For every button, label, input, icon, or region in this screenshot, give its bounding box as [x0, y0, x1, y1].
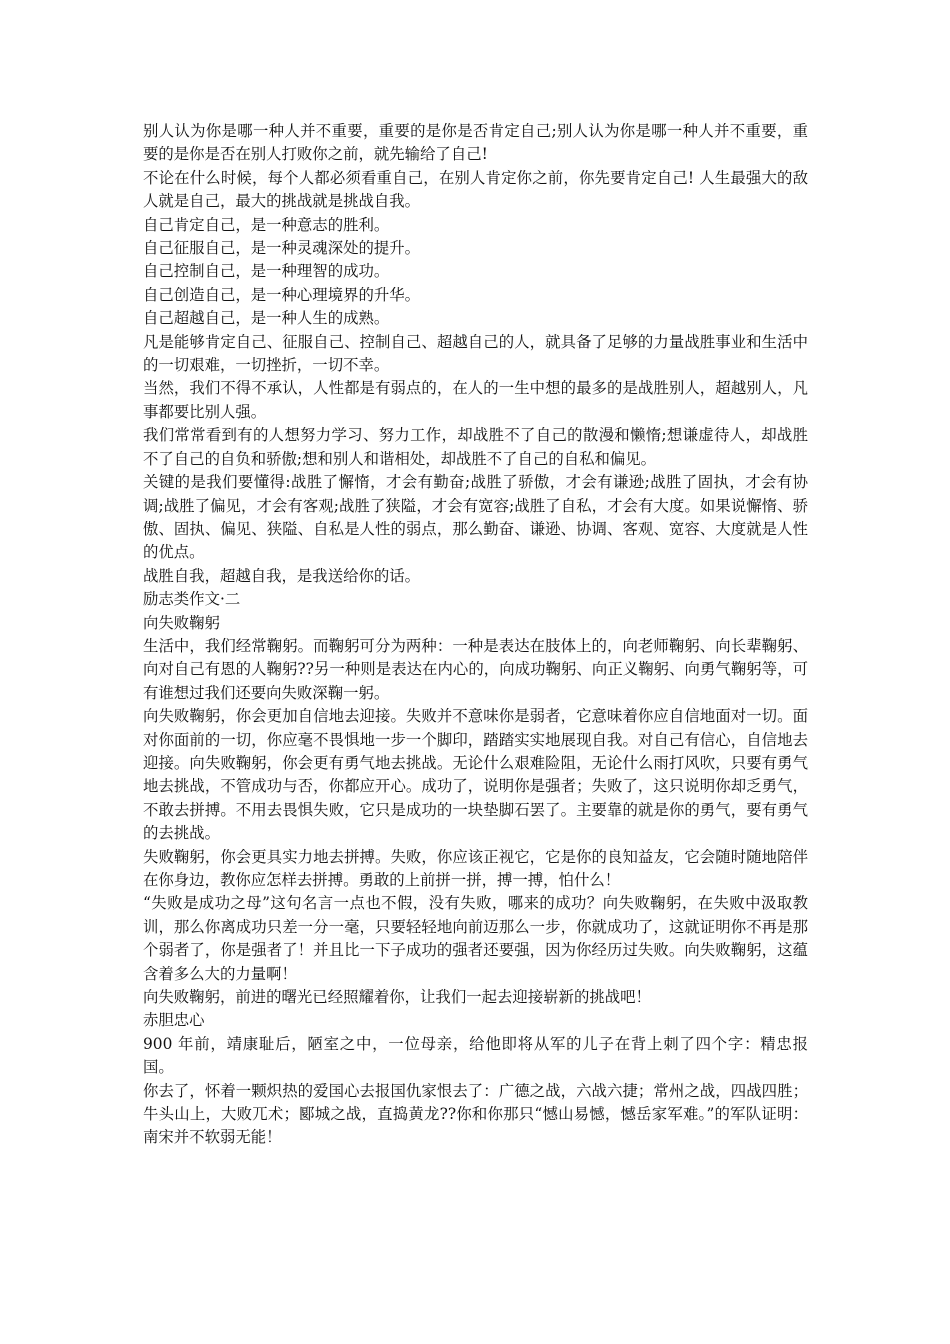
paragraph: 战胜自我，超越自我，是我送给你的话。 — [143, 566, 421, 585]
paragraph: 当然，我们不得不承认，人性都是有弱点的，在人的一生中想的最多的是战胜别人，超越别人，凡事都要比别人强。 — [143, 379, 808, 421]
paragraph: 900 年前，靖康耻后，陋室之中，一位母亲，给他即将从军的儿子在背上刺了四个字：精忠报国。 — [143, 1034, 808, 1077]
paragraph: 自己征服自己，是一种灵魂深处的提升。 — [143, 239, 421, 258]
paragraph: 你去了，怀着一颗炽热的爱国心去报国仇家恨去了：广德之战，六战六捷；常州之战，四战四胜；牛头山上，大败兀术；郾城之战，直捣黄龙??你和你那只“憾山易憾，憾岳家军难。”的军队证明：南宋并不软弱无能！ — [143, 1081, 808, 1147]
paragraph: 生活中，我们经常鞠躬。而鞠躬可分为两种：一种是表达在肢体上的，向老师鞠躬、向长辈鞠躬、向对自己有恩的人鞠躬??另一种则是表达在内心的，向成功鞠躬、向正义鞠躬、向勇气鞠躬等，可有谁想过我们还要向失败深鞠一躬。 — [143, 636, 808, 702]
paragraph: 失败鞠躬，你会更具实力地去拼搏。失败，你应该正视它，它是你的良知益友，它会随时随地陪伴在你身边，教你应怎样去拼搏。勇敢的上前拼一拼，搏一搏，怕什么！ — [143, 847, 808, 889]
paragraph: 自己肯定自己，是一种意志的胜利。 — [143, 215, 390, 234]
paragraph: 关键的是我们要懂得:战胜了懈惰，才会有勤奋;战胜了骄傲，才会有谦逊;战胜了固执，才会有协调;战胜了偏见，才会有客观;战胜了狭隘，才会有宽容;战胜了自私，才会有大度。如果说懈惰、骄傲、固执、偏见、狭隘、自私是人性的弱点，那么勤奋、谦逊、协调、客观、宽容、大度就是人性的优点。 — [143, 473, 808, 562]
paragraph: 自己超越自己，是一种人生的成熟。 — [143, 309, 390, 328]
paragraph: 别人认为你是哪一种人并不重要，重要的是你是否肯定自己;别人认为你是哪一种人并不重要，重要的是你是否在别人打败你之前，就先输给了自己! — [143, 122, 808, 164]
paragraph: 向失败鞠躬，前进的曙光已经照耀着你，让我们一起去迎接崭新的挑战吧！ — [143, 988, 651, 1007]
article-title: 赤胆忠心 — [143, 1011, 205, 1030]
paragraph: 凡是能够肯定自己、征服自己、控制自己、超越自己的人，就具备了足够的力量战胜事业和生活中的一切艰难，一切挫折，一切不幸。 — [143, 332, 808, 375]
paragraph: 我们常常看到有的人想努力学习、努力工作，却战胜不了自己的散漫和懒惰;想谦虚待人，却战胜不了自己的自负和骄傲;想和别人和谐相处，却战胜不了自己的自私和偏见。 — [143, 426, 808, 468]
paragraph: 不论在什么时候，每个人都必须看重自己，在别人肯定你之前，你先要肯定自己! 人生最强大的敌人就是自己，最大的挑战就是挑战自我。 — [143, 168, 808, 211]
section-heading: 励志类作文·二 — [143, 590, 241, 609]
article-title: 向失败鞠躬 — [143, 613, 220, 632]
paragraph: “失败是成功之母”这句名言一点也不假，没有失败，哪来的成功？向失败鞠躬，在失败中汲取教训，那么你离成功只差一分一毫，只要轻轻地向前迈那么一步，你就成功了，这就证明你不再是那个弱者了，你是强者了！并且比一下子成功的强者还要强，因为你经历过失败。向失败鞠躬，这蕴含着多么大的力量啊！ — [143, 894, 808, 983]
paragraph: 自己创造自己，是一种心理境界的升华。 — [143, 285, 421, 304]
paragraph: 自己控制自己，是一种理智的成功。 — [143, 262, 390, 281]
document-body — [143, 120, 808, 1150]
paragraph: 向失败鞠躬，你会更加自信地去迎接。失败并不意味你是弱者，它意味着你应自信地面对一切。面对你面前的一切，你应毫不畏惧地一步一个脚印，踏踏实实地展现自我。对自己有信心，自信地去迎接。向失败鞠躬，你会更有勇气地去挑战。无论什么艰难险阻，无论什么雨打风吹，只要有勇气地去挑战，不管成功与否，你都应开心。成功了，说明你是强者；失败了，这只说明你却乏勇气，不敢去拼搏。不用去畏惧失败，它只是成功的一块垫脚石罢了。主要靠的就是你的勇气，要有勇气的去挑战。 — [143, 707, 808, 843]
